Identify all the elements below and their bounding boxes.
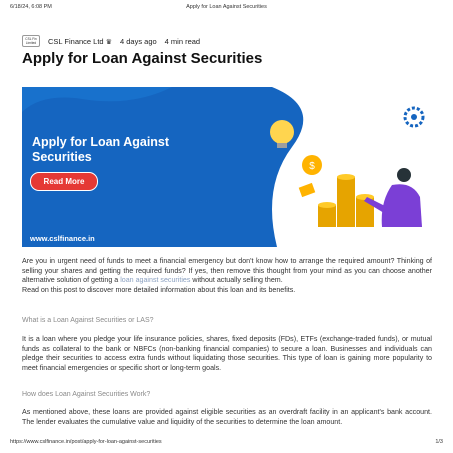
article-title: Apply for Loan Against Securities <box>22 50 263 67</box>
author-row <box>22 35 200 47</box>
svg-text:$: $ <box>309 161 315 172</box>
print-footer-url: https://www.cslfinance.in/post/apply-for-loan-against-securities <box>10 439 162 445</box>
intro-text-before: Are you in urgent need of funds to meet a financial emergency but don't know how to arrange the required amount? Thinking of selling your shares and getting the required funds? If yes, then remove this thought from your mind as you can choose another alternative solution of getting a <box>22 257 432 284</box>
print-datetime: 6/18/24, 6:08 PM <box>10 4 52 10</box>
loan-against-securities-link[interactable]: loan against securities <box>120 276 191 284</box>
author-logo-line1: CSL Fin <box>25 37 37 41</box>
read-more-button[interactable]: Read More <box>30 172 98 191</box>
page-number: 1/3 <box>435 439 443 445</box>
lightbulb-icon <box>270 120 294 148</box>
what-is-las-paragraph: It is a loan where you pledge your life insurance policies, shares, fixed deposits (FDs), ETFs (exchange-traded funds), or mutual funds as collateral to the bank or NBFCs (non-banking financial companies) to secure a loan. Businesses and individuals can pledge their securities to access extra funds without liquidating those securities. This type of loan is gaining more popularity to meet financial emergencies or specific short or long-term goals. <box>22 335 432 372</box>
how-las-works-paragraph: As mentioned above, these loans are provided against eligible securities as an overdraft facility in an applicant's bank account. The lender evaluates the cumulative value and liquidity of the securities to determine the loan amount. <box>22 408 432 426</box>
intro-paragraph <box>22 257 432 295</box>
author-logo[interactable] <box>22 35 40 47</box>
intro-text-after: without actually selling them. <box>190 276 283 284</box>
crown-icon: ♛ <box>105 38 112 46</box>
intro-read-on: Read on this post to discover more detailed information about this loan and its benefits. <box>22 285 296 294</box>
section-heading-what-is-las: What is a Loan Against Securities or LAS? <box>22 317 154 324</box>
hero-title-line2: Securities <box>32 150 92 164</box>
hero-url: www.cslfinance.in <box>30 234 95 243</box>
hero-title <box>32 135 202 165</box>
hero-title-line1: Apply for Loan Against <box>32 135 170 149</box>
print-footer <box>10 439 443 449</box>
author-name-group[interactable] <box>48 37 112 46</box>
print-header <box>10 4 443 14</box>
section-heading-how-las-works: How does Loan Against Securities Work? <box>22 391 151 398</box>
author-logo-line2: Limited <box>25 41 37 45</box>
print-page-title: Apply for Loan Against Securities <box>186 4 267 10</box>
hero-banner <box>22 87 432 247</box>
read-time: 4 min read <box>164 36 201 46</box>
post-time: 4 days ago <box>119 36 157 46</box>
author-name[interactable]: CSL Finance Ltd <box>48 36 104 46</box>
hero-illustration <box>22 87 432 247</box>
